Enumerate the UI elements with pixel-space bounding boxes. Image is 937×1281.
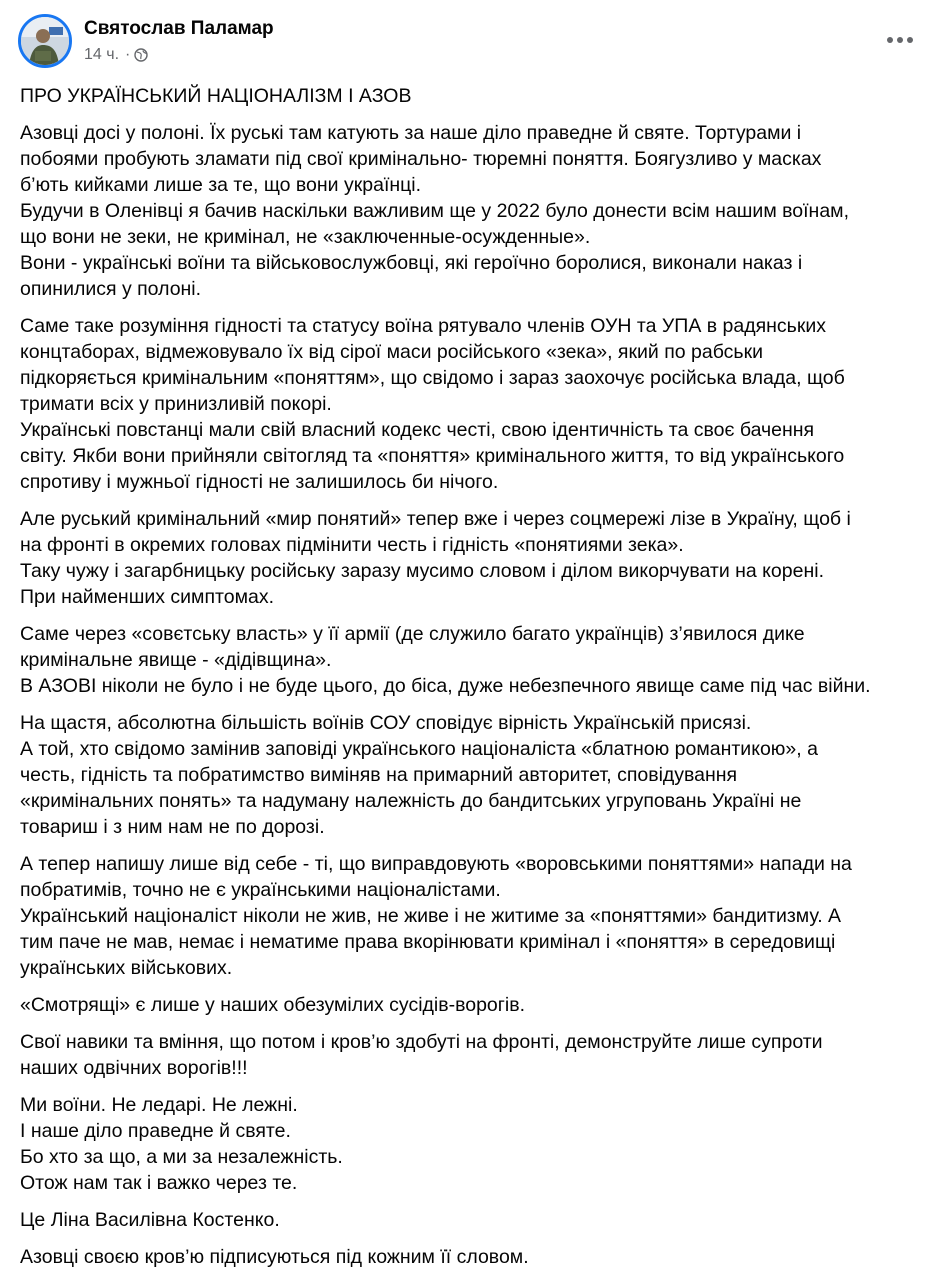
paragraph-line: Отож нам так і важко через те.	[20, 1172, 298, 1194]
paragraph-line: світу. Якби вони прийняли світогляд та «поняття» кримінального життя, то від українського	[20, 445, 845, 467]
post-paragraph	[20, 992, 925, 1018]
paragraph-line: спротиву і мужньої гідності не залишилось би нічого.	[20, 471, 499, 493]
paragraph-line: Саме таке розуміння гідності та статусу воїна рятувало членів ОУН та УПА в радянських	[20, 315, 826, 337]
paragraph-line: наших одвічних ворогів!!!	[20, 1057, 248, 1079]
paragraph-line: В АЗОВІ ніколи не було і не буде цього, до біса, дуже небезпечного явище саме під час війни.	[20, 675, 871, 697]
paragraph-line: Саме через «совєтську власть» у її армії (де служило багато українців) з’явилося дике	[20, 623, 805, 645]
paragraph-line: Вони - українські воїни та військовослужбовці, які героїчно боролися, виконали наказ і	[20, 252, 803, 274]
post-paragraph	[20, 851, 925, 981]
post-paragraph	[20, 1207, 925, 1233]
paragraph-line: Азовці своєю кров’ю підписуються під кожним її словом.	[20, 1246, 529, 1268]
paragraph-line: А тепер напишу лише від себе - ті, що виправдовують «воровськими поняттями» напади на	[20, 853, 852, 875]
paragraph-line: Це Ліна Василівна Костенко.	[20, 1209, 280, 1231]
post-paragraph	[20, 710, 925, 840]
post-paragraph	[20, 621, 925, 699]
post-paragraph	[20, 1244, 925, 1270]
paragraph-line: побратимів, точно не є українськими націоналістами.	[20, 879, 501, 901]
paragraph-line: підкоряється кримінальним «поняттям», що свідомо і зараз заохочує російська влада, щоб	[20, 367, 845, 389]
paragraph-line: побоями пробують зламати під свої кримінально- тюремні поняття. Боягузливо у масках	[20, 148, 822, 170]
paragraph-line: кримінальне явище - «дідівщина».	[20, 649, 332, 671]
paragraph-line: Український націоналіст ніколи не жив, не живе і не житиме за «поняттями» бандитизму. А	[20, 905, 842, 927]
avatar-photo	[21, 17, 69, 65]
paragraph-line: концтаборах, відмежовувало їх від сірої маси російського «зека», який по рабськи	[20, 341, 763, 363]
more-options-icon[interactable]	[882, 28, 918, 52]
post-paragraph	[20, 313, 925, 495]
post-meta	[84, 46, 148, 64]
paragraph-line: опинилися у полоні.	[20, 278, 202, 300]
paragraph-line: При найменших симптомах.	[20, 586, 274, 608]
paragraph-line: «кримінальних понять» та надуману належність до бандитських угруповань Україні не	[20, 790, 802, 812]
post-body	[20, 120, 925, 1281]
paragraph-line: б’ють кийками лише за те, що вони українці.	[20, 174, 422, 196]
avatar[interactable]	[18, 14, 72, 68]
post-paragraph	[20, 506, 925, 610]
paragraph-line: Будучи в Оленівці я бачив наскільки важливим ще у 2022 було донести всім нашим воїнам,	[20, 200, 849, 222]
paragraph-line: Свої навики та вміння, що потом і кров’ю здобуті на фронті, демонструйте лише супроти	[20, 1031, 823, 1053]
paragraph-line: честь, гідність та побратимство виміняв на примарний авторитет, сповідування	[20, 764, 738, 786]
paragraph-line: На щастя, абсолютна більшість воїнів СОУ сповідує вірність Українській присязі.	[20, 712, 752, 734]
paragraph-line: Азовці досі у полоні. Їх руські там катують за наше діло праведне й святе. Тортурами і	[20, 122, 802, 144]
meta-separator: ·	[125, 46, 131, 63]
paragraph-line: тим паче не мав, немає і нематиме права вкорінювати кримінал і «поняття» в середовищі	[20, 931, 836, 953]
post-paragraph	[20, 1029, 925, 1081]
paragraph-line: тримати всіх у принизливій покорі.	[20, 393, 332, 415]
post-paragraph	[20, 120, 925, 302]
paragraph-line: українських військових.	[20, 957, 233, 979]
paragraph-line: що вони не зеки, не кримінал, не «заключенные-осужденные».	[20, 226, 591, 248]
paragraph-line: «Смотрящі» є лише у наших обезумілих сусідів-ворогів.	[20, 994, 526, 1016]
post-paragraph	[20, 1092, 925, 1196]
paragraph-line: на фронті в окремих головах підмінити честь і гідність «понятиями зека».	[20, 534, 684, 556]
author-name[interactable]: Святослав Паламар	[84, 18, 274, 39]
paragraph-line: Таку чужу і загарбницьку російську заразу мусимо словом і ділом викорчувати на корені.	[20, 560, 824, 582]
paragraph-line: І наше діло праведне й святе.	[20, 1120, 291, 1142]
paragraph-line: А той, хто свідомо замінив заповіді українського націоналіста «блатною романтикою», а	[20, 738, 818, 760]
paragraph-line: Ми воїни. Не ледарі. Не лежні.	[20, 1094, 298, 1116]
paragraph-line: Українські повстанці мали свій власний кодекс честі, свою ідентичність та своє бачення	[20, 419, 815, 441]
post-title: ПРО УКРАЇНСЬКИЙ НАЦІОНАЛІЗМ І АЗОВ	[20, 85, 412, 107]
paragraph-line: Але руський кримінальний «мир понятий» тепер вже і через соцмережі лізе в Україну, щоб і	[20, 508, 851, 530]
post-header	[18, 14, 918, 74]
globe-icon[interactable]	[134, 48, 148, 62]
post-time[interactable]: 14 ч.	[84, 46, 120, 63]
paragraph-line: Бо хто за що, а ми за незалежність.	[20, 1146, 343, 1168]
paragraph-line: товариш і з ним нам не по дорозі.	[20, 816, 325, 838]
